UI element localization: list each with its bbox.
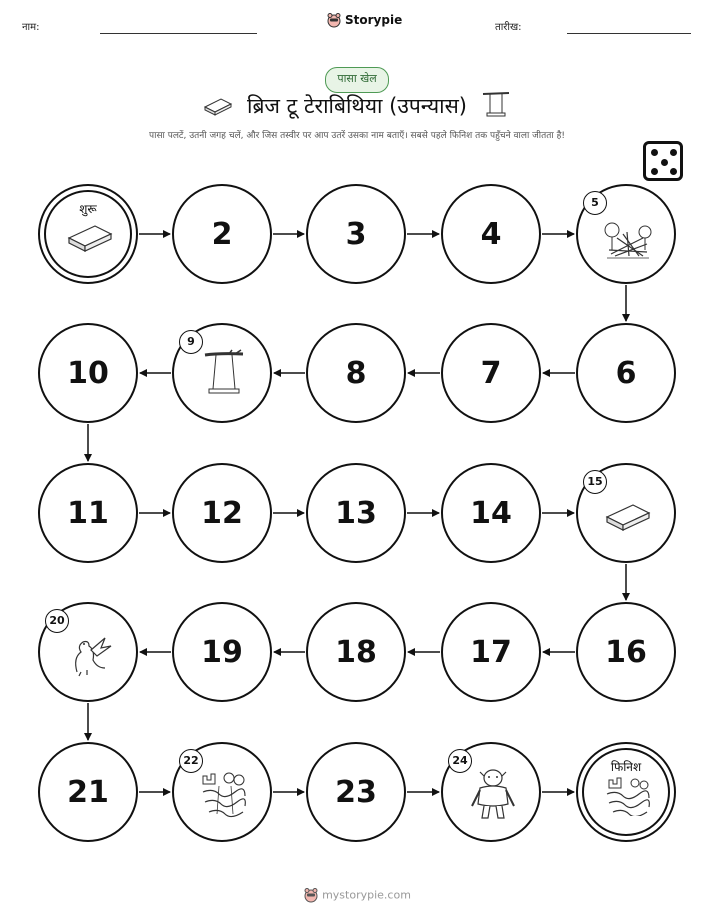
- instructions: पासा पलटें, उतनी जगह चलें, और जिस तस्वीर पर आप उतरें उसका नाम बताएँ। सबसे पहले फिनिश तक पहुँचने वाला जीतता है!: [149, 131, 565, 141]
- game-type-badge: पासा खेल: [325, 67, 389, 93]
- board-cell-17: [441, 602, 541, 702]
- cell-number: 16: [605, 634, 647, 670]
- board-cell-11: [38, 463, 138, 563]
- cell-number: 10: [67, 355, 109, 391]
- board-cell-6: [576, 323, 676, 423]
- board-cell-18: [306, 602, 406, 702]
- board-cell-4: [441, 184, 541, 284]
- cell-number: 6: [615, 355, 637, 391]
- board-cell-24: [441, 742, 541, 842]
- book-icon: [65, 218, 115, 258]
- finish-label: फिनिश: [610, 760, 642, 774]
- cell-tag: 24: [448, 749, 472, 773]
- rope-swing-icon: [199, 349, 249, 399]
- start-label: शुरू: [79, 202, 97, 216]
- date-label: तारीख:: [495, 22, 522, 33]
- cell-number: 4: [480, 216, 502, 252]
- cell-number: 14: [470, 495, 512, 531]
- cell-number: 18: [335, 634, 377, 670]
- board-cell-19: [172, 602, 272, 702]
- board-cell-10: [38, 323, 138, 423]
- cell-tag: 15: [583, 470, 607, 494]
- cell-tag: 5: [583, 191, 607, 215]
- board-cell-7: [441, 323, 541, 423]
- cell-tag: 20: [45, 609, 69, 633]
- board-cell-15: [576, 463, 676, 563]
- brand-name: Storypie: [345, 13, 403, 27]
- cell-number: 17: [470, 634, 512, 670]
- cell-number: 11: [67, 495, 109, 531]
- fort-wood-pile-icon: [603, 218, 653, 262]
- cell-number: 7: [480, 355, 502, 391]
- cell-number: 3: [345, 216, 367, 252]
- board-cell-finish: [576, 742, 676, 842]
- cell-number: 12: [201, 495, 243, 531]
- board-cell-9: [172, 323, 272, 423]
- board-cell-20: [38, 602, 138, 702]
- board-cell-23: [306, 742, 406, 842]
- board-cell-12: [172, 463, 272, 563]
- board-cell-16: [576, 602, 676, 702]
- cell-number: 13: [335, 495, 377, 531]
- footer: [0, 887, 714, 903]
- troll-giant-icon: [468, 768, 518, 820]
- cell-tag: 22: [179, 749, 203, 773]
- footer-link[interactable]: mystorypie.com: [322, 888, 411, 902]
- board-cell-3: [306, 184, 406, 284]
- board-cell-21: [38, 742, 138, 842]
- book-icon: [603, 497, 653, 537]
- cell-number: 23: [335, 774, 377, 810]
- title-text: ब्रिज टू टेराबिथिया (उपन्यास): [247, 94, 467, 118]
- cell-number: 2: [211, 216, 233, 252]
- board-cell-5: [576, 184, 676, 284]
- cell-number: 8: [345, 355, 367, 391]
- cell-tag: 9: [179, 330, 203, 354]
- board-cell-13: [306, 463, 406, 563]
- board-cell-14: [441, 463, 541, 563]
- storypie-mascot-icon: [303, 887, 319, 903]
- dragon-icon: [65, 628, 115, 678]
- cell-number: 19: [201, 634, 243, 670]
- board-cell-start: [38, 184, 138, 284]
- terabithia-map-icon: [199, 768, 249, 818]
- board-cell-2: [172, 184, 272, 284]
- name-label: नाम:: [22, 22, 40, 33]
- board-cell-8: [306, 323, 406, 423]
- terabithia-map-icon: [603, 776, 653, 816]
- board-cell-22: [172, 742, 272, 842]
- cell-number: 21: [67, 774, 109, 810]
